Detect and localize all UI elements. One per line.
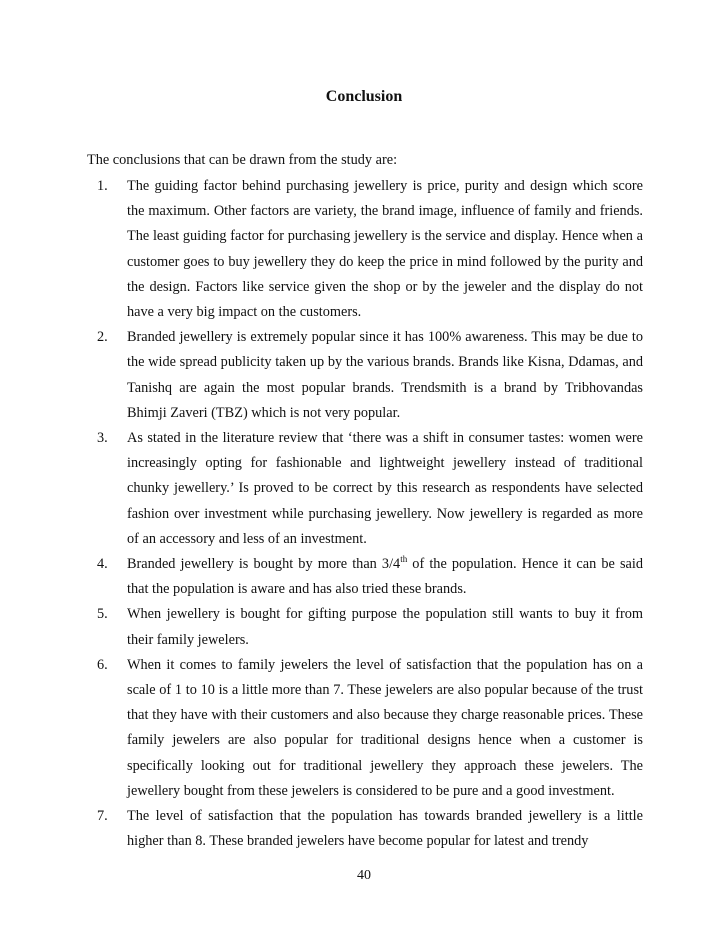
list-item [87,426,643,552]
list-item-text: As stated in the literature review that ‘there was a shift in consumer tastes: women were increasingly opting for fashionable and lightweight jewellery instead of traditional chunky jewellery.’ Is proved to be correct by this research as respondents have selected fashion over investment while purchasing jewellery. Now jewellery is regarded as more of an accessory and less of an investment. [127,430,643,547]
list-item-text: Branded jewellery is extremely popular since it has 100% awareness. This may be due to the wide spread publicity taken up by the various brands. Brands like Kisna, Ddamas, and Tanishq are again the most popular brands. Trendsmith is a brand by Tribhovandas Bhimji Zaveri (TBZ) which is not very popular. [127,329,643,421]
list-item-text-part: Branded jewellery is bought by more than 3/4 [127,556,401,573]
list-item-text [127,552,643,602]
list-item-number: 4. [97,556,108,573]
list-item-number: 5. [97,606,108,623]
list-item-text: When jewellery is bought for gifting purpose the population still wants to buy it from their family jewelers. [127,606,643,648]
page-number: 40 [357,868,371,883]
intro-paragraph: The conclusions that can be drawn from the study are: [87,152,398,168]
list-item [87,325,643,426]
list-item [87,552,643,602]
list-item-text: When it comes to family jewelers the level of satisfaction that the population has on a scale of 1 to 10 is a little more than 7. These jewelers are also popular because of the trust that they have with their customers and also because they charge reasonable prices. These family jewelers are also popular for traditional designs hence when a customer is specifically looking out for traditional jewellery they approach these jewelers. The jewellery bought from these jewelers is considered to be pure and a good investment. [127,656,643,799]
list-item-number: 1. [97,178,108,194]
list-item-text-part: of the population. Hence it can be said that the population is aware and has also tried these brands. [127,556,643,598]
list-item-number: 7. [97,808,108,825]
list-item-number: 2. [97,329,108,346]
list-item-number: 6. [97,656,108,673]
superscript: th [400,554,408,565]
list-item [87,174,643,325]
list-item-text: The level of satisfaction that the population has towards branded jewellery is a little higher than 8. These branded jewelers have become popular for latest and trendy [127,808,643,850]
list-item [87,653,643,804]
list-item-number: 3. [97,430,108,447]
list-item [87,804,643,854]
page-title: Conclusion [325,88,403,105]
list-item [87,602,643,652]
list-item-text: The guiding factor behind purchasing jewellery is price, purity and design which score the maximum. Other factors are variety, the brand image, influence of family and friends. The least guiding factor for purchasing jewellery is the service and display. Hence when a customer goes to buy jewellery they do keep the price in mind followed by the purity and the design. Factors like service given the shop or by the jeweler and the display do not have a very big impact on the customers. [127,178,643,321]
conclusion-list [87,174,643,854]
